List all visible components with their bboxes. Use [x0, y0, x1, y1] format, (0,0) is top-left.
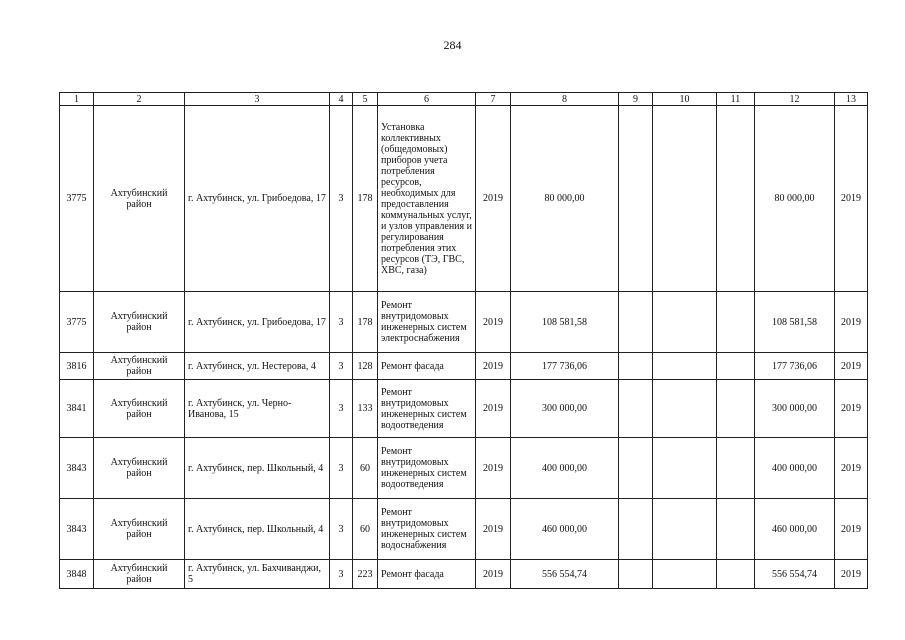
- district-cell: Ахтубинский район: [94, 560, 185, 589]
- column-number-cell: 4: [330, 93, 353, 106]
- work-type-cell: Установка коллективных (общедомовых) приборов учета потребления ресурсов, необходимых для предоставления коммунальных услуг, и узлов управления и регулирования потребления этих ресурсов (ТЭ, ГВС, ХВС, газа): [378, 106, 476, 292]
- address-cell: г. Ахтубинск, ул. Грибоедова, 17: [185, 292, 330, 353]
- year-cell: 2019: [476, 438, 511, 499]
- column-9-cell: [619, 560, 653, 589]
- column-11-cell: [717, 380, 755, 438]
- year-cell: 2019: [476, 380, 511, 438]
- column-9-cell: [619, 106, 653, 292]
- row-id-cell: 3775: [60, 106, 94, 292]
- column-10-cell: [653, 353, 717, 380]
- work-type-cell: Ремонт внутридомовых инженерных систем водоснабжения: [378, 499, 476, 560]
- column-number-cell: 7: [476, 93, 511, 106]
- column-10-cell: [653, 106, 717, 292]
- column-4-cell: 3: [330, 499, 353, 560]
- address-cell: г. Ахтубинск, пер. Школьный, 4: [185, 438, 330, 499]
- work-type-cell: Ремонт фасада: [378, 560, 476, 589]
- year-cell: 2019: [476, 560, 511, 589]
- address-cell: г. Ахтубинск, пер. Школьный, 4: [185, 499, 330, 560]
- column-5-cell: 178: [353, 106, 378, 292]
- column-10-cell: [653, 560, 717, 589]
- column-10-cell: [653, 380, 717, 438]
- column-11-cell: [717, 438, 755, 499]
- column-4-cell: 3: [330, 560, 353, 589]
- address-cell: г. Ахтубинск, ул. Грибоедова, 17: [185, 106, 330, 292]
- column-11-cell: [717, 106, 755, 292]
- column-12-cell: 80 000,00: [755, 106, 835, 292]
- column-number-cell: 6: [378, 93, 476, 106]
- column-number-cell: 10: [653, 93, 717, 106]
- column-10-cell: [653, 292, 717, 353]
- work-type-cell: Ремонт внутридомовых инженерных систем водоотведения: [378, 380, 476, 438]
- column-5-cell: 178: [353, 292, 378, 353]
- column-number-cell: 2: [94, 93, 185, 106]
- column-9-cell: [619, 380, 653, 438]
- table-row: [60, 499, 868, 560]
- column-5-cell: 133: [353, 380, 378, 438]
- column-4-cell: 3: [330, 106, 353, 292]
- column-12-cell: 460 000,00: [755, 499, 835, 560]
- column-number-cell: 13: [835, 93, 868, 106]
- column-12-cell: 300 000,00: [755, 380, 835, 438]
- column-12-cell: 108 581,58: [755, 292, 835, 353]
- column-5-cell: 223: [353, 560, 378, 589]
- cost-cell: 300 000,00: [511, 380, 619, 438]
- year-cell: 2019: [476, 353, 511, 380]
- column-10-cell: [653, 438, 717, 499]
- table-row: [60, 106, 868, 292]
- column-5-cell: 128: [353, 353, 378, 380]
- year-cell: 2019: [476, 106, 511, 292]
- district-cell: Ахтубинский район: [94, 499, 185, 560]
- district-cell: Ахтубинский район: [94, 380, 185, 438]
- cost-cell: 556 554,74: [511, 560, 619, 589]
- year-cell: 2019: [476, 499, 511, 560]
- column-number-cell: 11: [717, 93, 755, 106]
- column-13-cell: 2019: [835, 353, 868, 380]
- column-13-cell: 2019: [835, 499, 868, 560]
- column-11-cell: [717, 560, 755, 589]
- page-number: 284: [443, 38, 462, 52]
- column-5-cell: 60: [353, 438, 378, 499]
- table-row: [60, 438, 868, 499]
- column-12-cell: 556 554,74: [755, 560, 835, 589]
- row-id-cell: 3843: [60, 438, 94, 499]
- column-11-cell: [717, 353, 755, 380]
- column-13-cell: 2019: [835, 438, 868, 499]
- column-number-cell: 9: [619, 93, 653, 106]
- cost-cell: 177 736,06: [511, 353, 619, 380]
- column-11-cell: [717, 499, 755, 560]
- work-type-cell: Ремонт внутридомовых инженерных систем водоотведения: [378, 438, 476, 499]
- column-13-cell: 2019: [835, 292, 868, 353]
- cost-cell: 460 000,00: [511, 499, 619, 560]
- register-body: [60, 93, 868, 589]
- column-number-cell: 1: [60, 93, 94, 106]
- table-row: [60, 560, 868, 589]
- column-9-cell: [619, 438, 653, 499]
- column-10-cell: [653, 499, 717, 560]
- row-id-cell: 3816: [60, 353, 94, 380]
- column-11-cell: [717, 292, 755, 353]
- column-4-cell: 3: [330, 438, 353, 499]
- column-13-cell: 2019: [835, 560, 868, 589]
- address-cell: г. Ахтубинск, ул. Бахчиванджи, 5: [185, 560, 330, 589]
- address-cell: г. Ахтубинск, ул. Нестерова, 4: [185, 353, 330, 380]
- row-id-cell: 3848: [60, 560, 94, 589]
- column-number-cell: 3: [185, 93, 330, 106]
- column-number-cell: 5: [353, 93, 378, 106]
- table-row: [60, 353, 868, 380]
- row-id-cell: 3775: [60, 292, 94, 353]
- work-type-cell: Ремонт внутридомовых инженерных систем электроснабжения: [378, 292, 476, 353]
- cost-cell: 400 000,00: [511, 438, 619, 499]
- column-number-cell: 8: [511, 93, 619, 106]
- column-4-cell: 3: [330, 353, 353, 380]
- district-cell: Ахтубинский район: [94, 106, 185, 292]
- district-cell: Ахтубинский район: [94, 438, 185, 499]
- cost-cell: 80 000,00: [511, 106, 619, 292]
- district-cell: Ахтубинский район: [94, 353, 185, 380]
- column-number-row: [60, 93, 868, 106]
- column-number-cell: 12: [755, 93, 835, 106]
- district-cell: Ахтубинский район: [94, 292, 185, 353]
- column-13-cell: 2019: [835, 380, 868, 438]
- cost-cell: 108 581,58: [511, 292, 619, 353]
- column-5-cell: 60: [353, 499, 378, 560]
- column-12-cell: 400 000,00: [755, 438, 835, 499]
- address-cell: г. Ахтубинск, ул. Черно-Иванова, 15: [185, 380, 330, 438]
- column-13-cell: 2019: [835, 106, 868, 292]
- column-4-cell: 3: [330, 380, 353, 438]
- column-9-cell: [619, 353, 653, 380]
- row-id-cell: 3841: [60, 380, 94, 438]
- year-cell: 2019: [476, 292, 511, 353]
- work-type-cell: Ремонт фасада: [378, 353, 476, 380]
- table-row: [60, 292, 868, 353]
- column-9-cell: [619, 292, 653, 353]
- row-id-cell: 3843: [60, 499, 94, 560]
- column-9-cell: [619, 499, 653, 560]
- column-4-cell: 3: [330, 292, 353, 353]
- column-12-cell: 177 736,06: [755, 353, 835, 380]
- register-table: [59, 92, 868, 589]
- table-row: [60, 380, 868, 438]
